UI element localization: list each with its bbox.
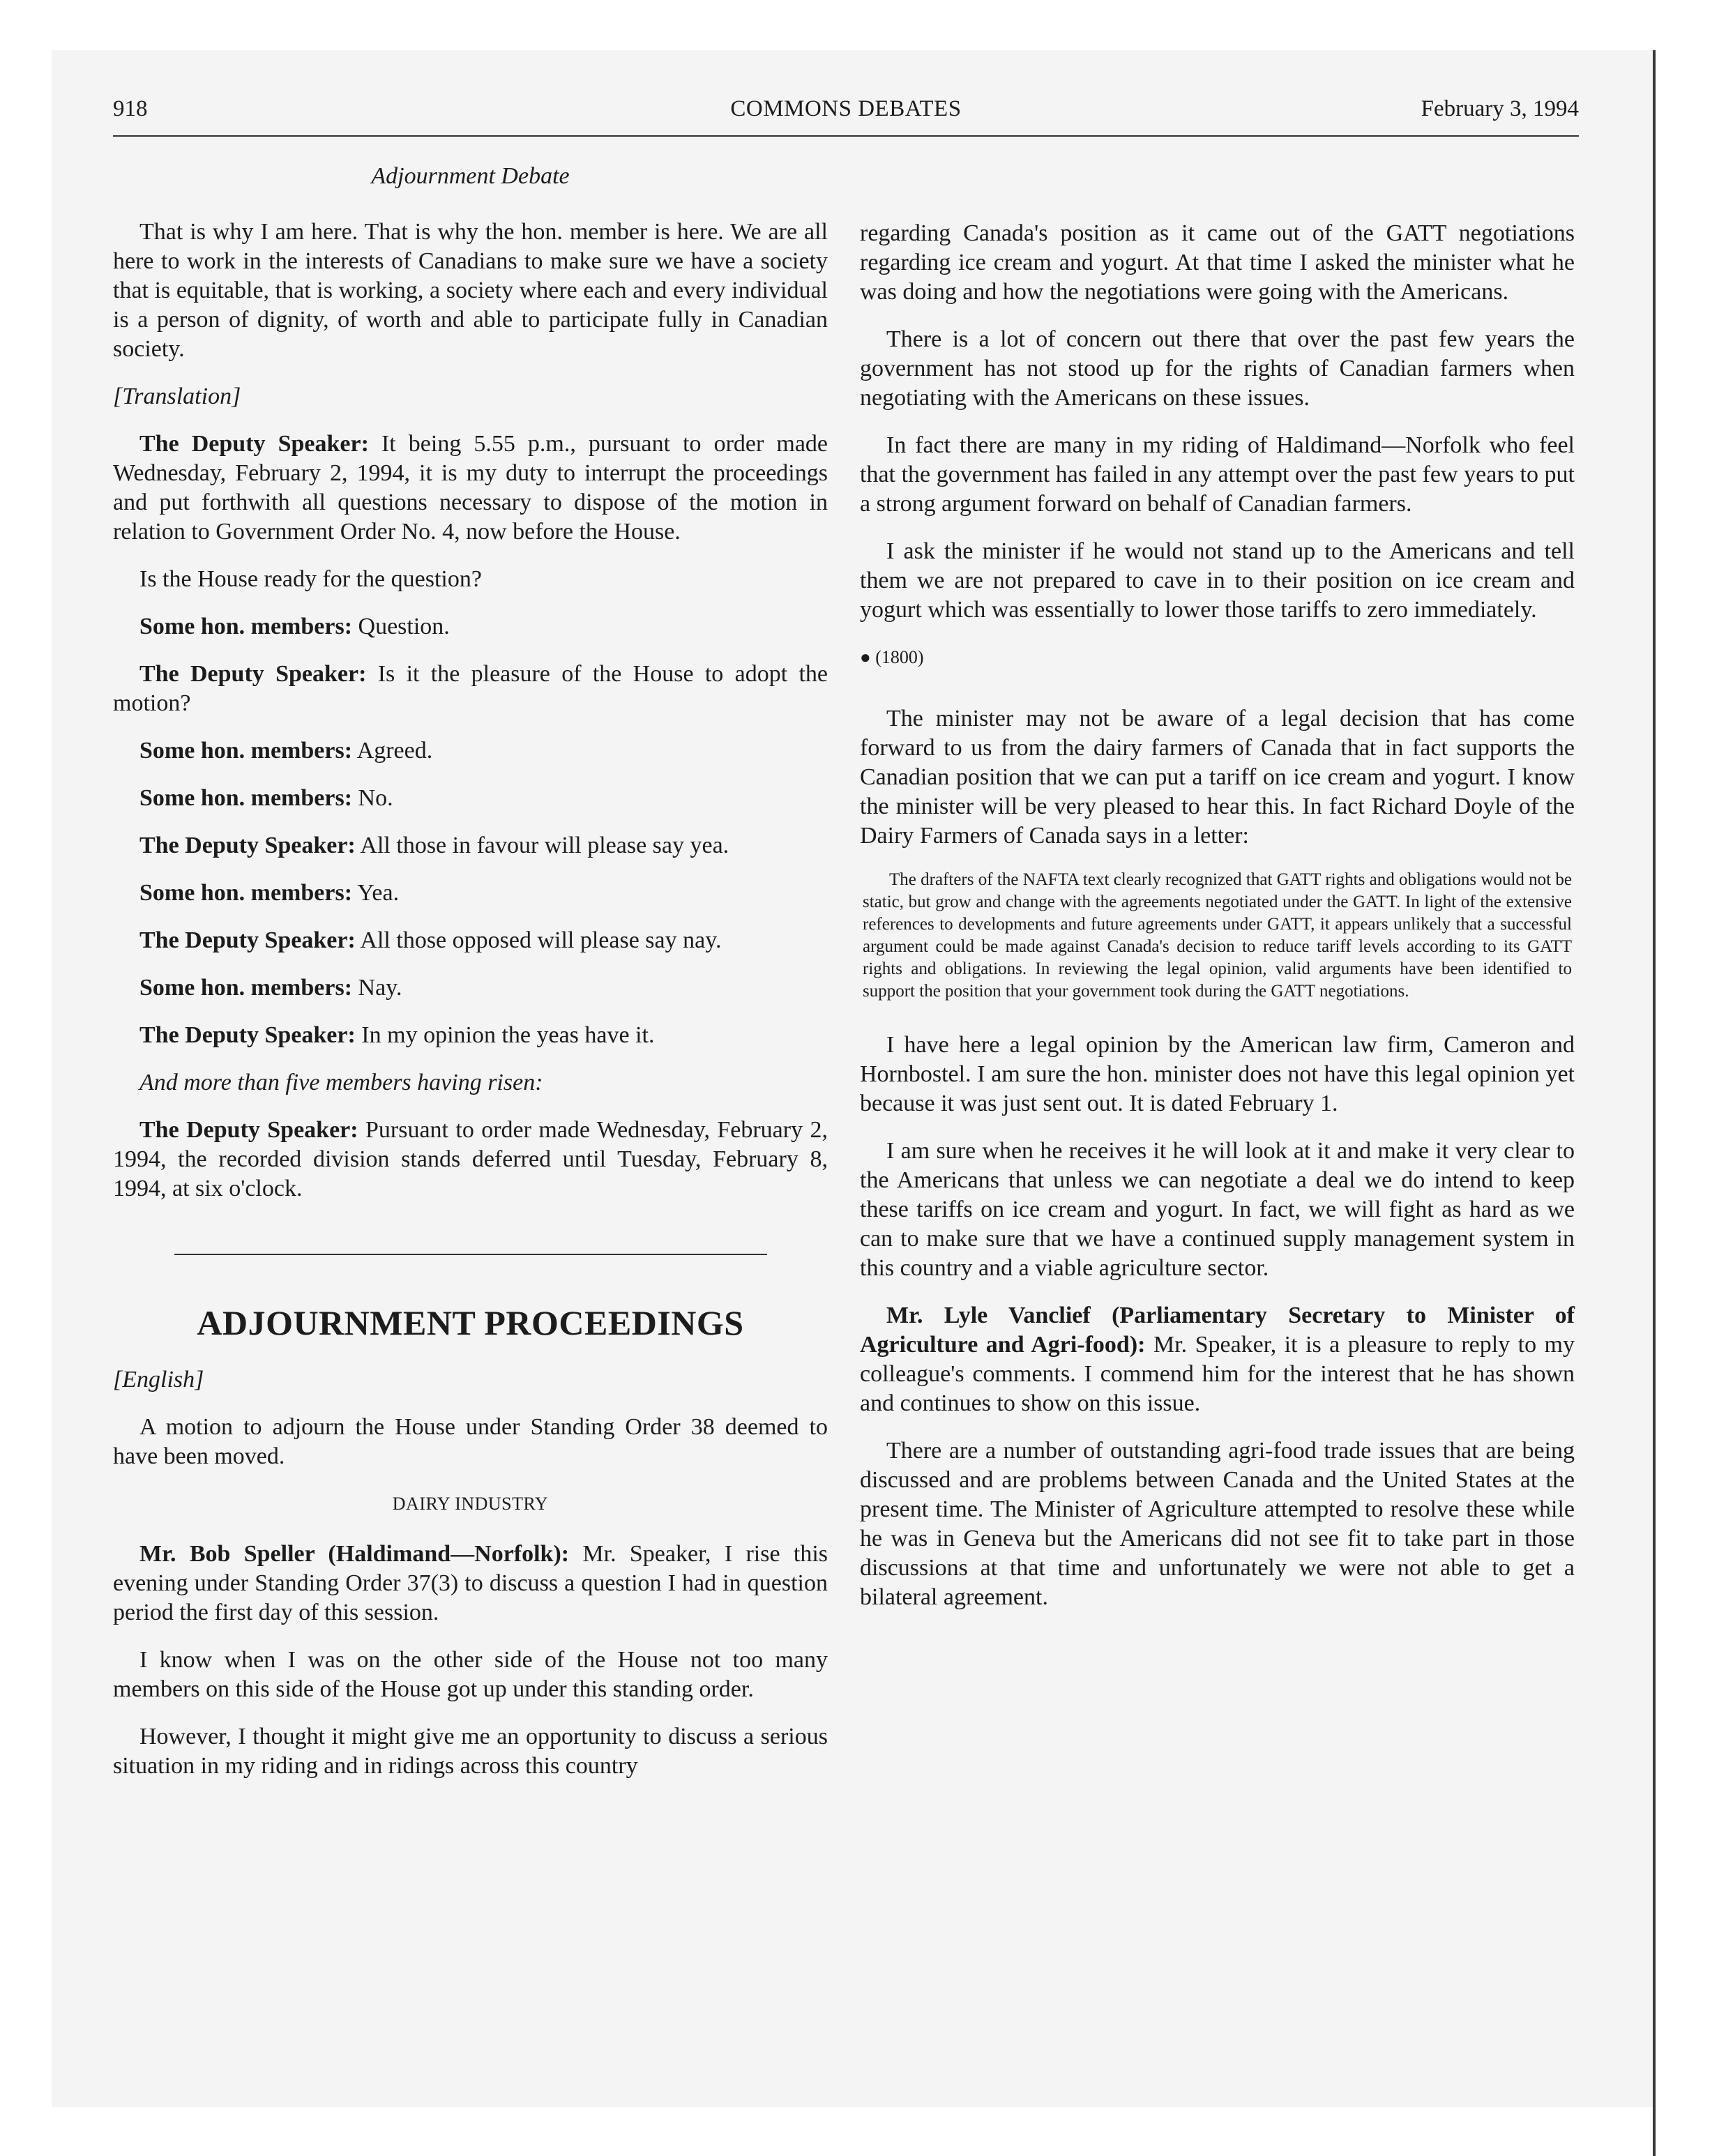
speaker-name: Some hon. members: <box>139 880 353 906</box>
speech-entry <box>113 831 828 860</box>
speaker-name: The Deputy Speaker: <box>139 1117 358 1143</box>
paragraph: I am sure when he receives it he will look at it and make it very clear to the Americans that unless we can negotiate a deal we do intend to keep these tariffs on ice cream and yogurt. In fact, we will fight as hard as we can to make sure that we have a continued supply management system in this country and a viable agriculture sector. <box>860 1138 1575 1281</box>
time-marker: ● (1800) <box>860 647 924 667</box>
paragraph: A motion to adjourn the House under Standing Order 38 deemed to have been moved. <box>113 1414 828 1469</box>
speaker-name: Some hon. members: <box>139 975 353 1001</box>
paragraph: In fact there are many in my riding of Haldimand—Norfolk who feel that the government has failed in any attempt over the past few years to put a strong argument forward on behalf of Canadian farmers. <box>860 432 1575 517</box>
speech-text: Is it the pleasure of the House to adopt the motion? <box>113 661 828 716</box>
speech-text: Agreed. <box>352 738 433 764</box>
speech-entry <box>113 1021 828 1050</box>
speaker-name: The Deputy Speaker: <box>139 833 356 858</box>
paragraph: regarding Canada's position as it came out of the GATT negotiations regarding ice cream and yogurt. At that time I asked the minister what he was doing and how the negotiations were going with the Americans. <box>860 220 1575 305</box>
speech-entry <box>113 736 828 766</box>
speech-text: All those opposed will please say nay. <box>355 927 722 953</box>
page-edge <box>1653 50 1656 2156</box>
section-divider <box>174 1254 767 1255</box>
speech-entry <box>113 430 828 547</box>
translation-tag: [Translation] <box>113 384 241 409</box>
paragraph: Is the House ready for the question? <box>139 566 482 592</box>
speech-text: Question. <box>352 614 450 639</box>
speech-text: All those in favour will please say yea. <box>355 833 729 858</box>
speech-entry <box>113 784 828 813</box>
speech-entry <box>113 879 828 908</box>
speech-entry <box>113 1540 828 1627</box>
paragraph: I have here a legal opinion by the American law firm, Cameron and Hornbostel. I am sure the hon. minister does not have this legal opinion yet because it was just sent out. It is dated February 1. <box>860 1032 1575 1116</box>
paragraph: I know when I was on the other side of the House not too many members on this side of the House got up under this standing order. <box>113 1647 828 1702</box>
page-header <box>113 96 1579 137</box>
speech-text: Mr. Speaker, I rise this evening under Standing Order 37(3) to discuss a question I had in question period the first day of this session. <box>113 1541 828 1625</box>
right-column <box>860 219 1575 1630</box>
speaker-name: Some hon. members: <box>139 738 353 764</box>
paragraph: The minister may not be aware of a legal decision that has come forward to us from the dairy farmers of Canada that in fact supports the Canadian position that we can put a tariff on ice cream and yogurt. I know the minister will be very pleased to hear this. In fact Richard Doyle of the Dairy Farmers of Canada says in a letter: <box>860 706 1575 849</box>
speaker-name: Mr. Bob Speller (Haldimand—Norfolk): <box>139 1541 570 1567</box>
speech-entry <box>113 926 828 955</box>
speaker-name: The Deputy Speaker: <box>139 661 367 687</box>
speech-entry <box>860 1301 1575 1418</box>
paragraph: There are a number of outstanding agri-food trade issues that are being discussed and are problems between Canada and the United States at the present time. The Minister of Agriculture attempted to resolve these while he was in Geneva but the Americans did not see fit to take part in those discussions at that time and unfortunately we were not able to get a bilateral agreement. <box>860 1438 1575 1610</box>
speaker-name: Some hon. members: <box>139 614 353 639</box>
paragraph: That is why I am here. That is why the hon. member is here. We are all here to work in the interests of Canadians to make sure we have a society that is equitable, that is working, a society where each and every individual is a person of dignity, of worth and able to participate fully in Canadian society. <box>113 219 828 362</box>
english-tag: [English] <box>113 1367 204 1392</box>
speech-text: Mr. Speaker, it is a pleasure to reply to my colleague's comments. I commend him for the interest that he has shown and continues to show on this issue. <box>860 1332 1575 1416</box>
paragraph: There is a lot of concern out there that over the past few years the government has not stood up for the rights of Canadian farmers when negotiating with the Americans on these issues. <box>860 326 1575 411</box>
speech-text: Yea. <box>352 880 400 906</box>
speech-text: In my opinion the yeas have it. <box>355 1022 655 1048</box>
subsection-heading: DAIRY INDUSTRY <box>392 1494 549 1514</box>
speech-text: It being 5.55 p.m., pursuant to order made Wednesday, February 2, 1994, it is my duty to interrupt the proceedings and put forthwith all questions necessary to dispose of the motion in relation to Government Order No. 4, now before the House. <box>113 431 828 545</box>
speech-text: Pursuant to order made Wednesday, February 2, 1994, the recorded division stands deferred until Tuesday, February 8, 1994, at six o'clock. <box>113 1117 828 1201</box>
speaker-name: The Deputy Speaker: <box>139 431 369 457</box>
speaker-name: Mr. Lyle Vanclief (Parliamentary Secretary to Minister of Agriculture and Agri-food): <box>860 1303 1575 1358</box>
speaker-name: The Deputy Speaker: <box>139 927 356 953</box>
speaker-name: Some hon. members: <box>139 785 353 811</box>
section-title: ADJOURNMENT PROCEEDINGS <box>197 1303 744 1342</box>
speech-entry <box>113 1116 828 1204</box>
speech-entry <box>113 973 828 1003</box>
speech-entry <box>113 612 828 642</box>
block-quote: The drafters of the NAFTA text clearly recognized that GATT rights and obligations would not be static, but grow and change with the agreements negotiated under the GATT. In light of the extensive references to developments and future agreements under GATT, it appears unlikely that a successful argument could be made against Canada's decision to reduce tariff levels according to its GATT rights and obligations. In reviewing the legal opinion, valid arguments have been identified to support the position that your government took during the GATT negotiations. <box>863 870 1572 1001</box>
speech-text: No. <box>352 785 393 811</box>
publication-date: February 3, 1994 <box>1421 96 1579 121</box>
left-column <box>113 162 828 1799</box>
paragraph: I ask the minister if he would not stand up to the Americans and tell them we are not prepared to cave in to their position on ice cream and yogurt which was essentially to lower those tariffs to zero immediately. <box>860 538 1575 623</box>
speaker-name: The Deputy Speaker: <box>139 1022 356 1048</box>
stage-direction: And more than five members having risen: <box>139 1070 543 1095</box>
running-head: Adjournment Debate <box>371 163 570 189</box>
publication-title: COMMONS DEBATES <box>730 96 962 121</box>
speech-text: Nay. <box>352 975 402 1001</box>
paragraph: However, I thought it might give me an opportunity to discuss a serious situation in my riding and in ridings across this country <box>113 1724 828 1779</box>
page-number: 918 <box>113 96 148 121</box>
speech-entry <box>113 660 828 718</box>
